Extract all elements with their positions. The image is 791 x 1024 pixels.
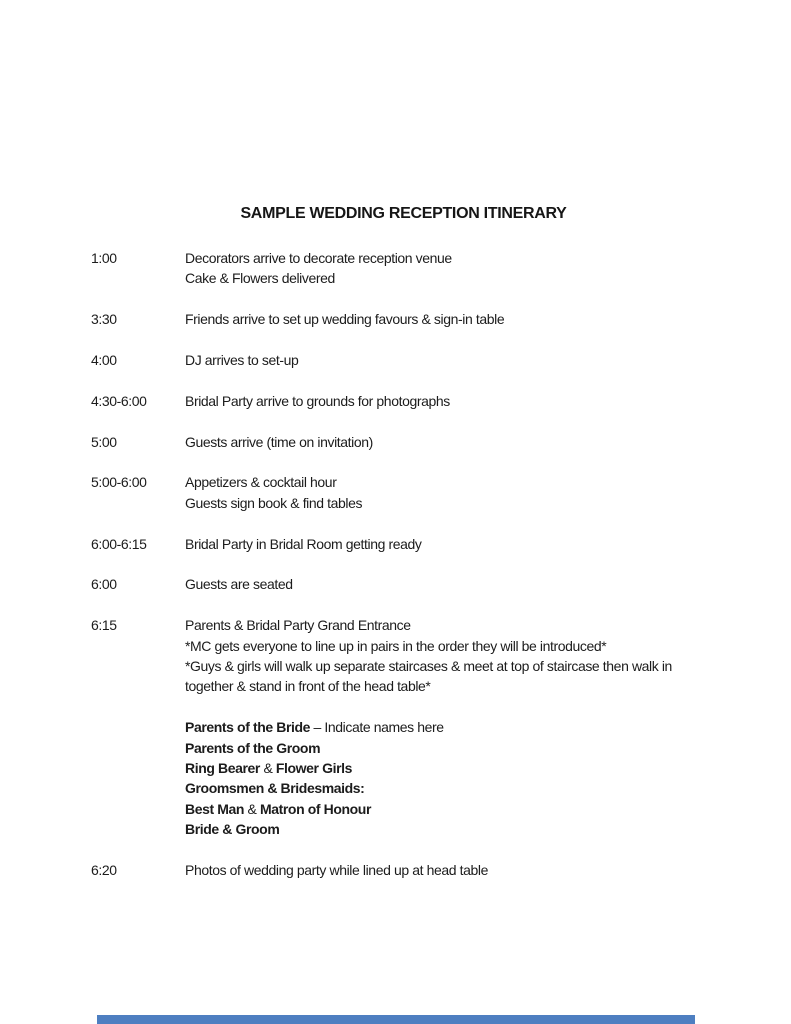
entry-line	[185, 778, 716, 798]
itinerary-entry	[91, 309, 716, 329]
entry-line	[185, 860, 716, 880]
entry-line	[185, 432, 716, 452]
entry-line	[185, 799, 716, 819]
entry-text: *Guys & girls will walk up separate staircases & meet at top of staircase then walk in	[185, 658, 672, 674]
entry-time: 5:00	[91, 433, 117, 450]
entry-text-bold: Bride & Groom	[185, 821, 280, 838]
entry-time: 6:00	[91, 576, 117, 593]
entry-line	[185, 656, 716, 676]
entry-description	[185, 615, 716, 697]
entry-text: Cake & Flowers delivered	[185, 270, 335, 287]
entry-line	[185, 676, 716, 696]
entry-time: 5:00-6:00	[91, 474, 147, 491]
entry-text-bold: Matron of Honour	[259, 800, 371, 817]
entry-text-bold: Parents of the Bride	[185, 719, 311, 736]
entry-description	[185, 860, 716, 880]
entry-text: Photos of wedding party while lined up at head table	[185, 862, 488, 879]
entry-text: Decorators arrive to decorate reception venue	[185, 250, 452, 266]
entry-description	[185, 432, 716, 452]
entry-text: *MC gets everyone to line up in pairs in the order they will be introduced*	[185, 637, 607, 654]
entry-description	[185, 350, 716, 370]
entry-time: 4:00	[91, 352, 117, 368]
document-title: SAMPLE WEDDING RECEPTION ITINERARY	[240, 205, 567, 222]
entry-text: Bridal Party in Bridal Room getting ready	[185, 535, 422, 552]
entry-description	[185, 534, 716, 554]
entry-line	[185, 758, 716, 778]
entry-line	[185, 738, 716, 758]
itinerary-entry	[91, 574, 716, 594]
entry-text: &	[259, 760, 276, 777]
entry-text-bold: Parents of the Groom	[185, 739, 321, 756]
itinerary-entry	[91, 432, 716, 452]
entry-line	[185, 493, 716, 513]
grand-entrance-lineup	[91, 717, 716, 839]
itinerary-entry	[91, 615, 716, 697]
itinerary-entry	[91, 860, 716, 880]
entry-line	[185, 248, 716, 268]
itinerary-entry	[91, 391, 716, 411]
viewer-scroll-indicator[interactable]	[97, 1015, 695, 1024]
entry-line	[185, 309, 716, 329]
entry-line	[185, 268, 716, 288]
entry-time: 1:00	[91, 250, 117, 266]
entry-line	[185, 391, 716, 411]
entry-time: 4:30-6:00	[91, 392, 147, 409]
entry-text: Appetizers & cocktail hour	[185, 474, 337, 491]
itinerary-entry	[91, 534, 716, 554]
entry-text: Parents & Bridal Party Grand Entrance	[185, 617, 411, 634]
entry-line	[185, 574, 716, 594]
entry-line	[185, 615, 716, 635]
entry-text-bold: Flower Girls	[275, 760, 353, 777]
entry-text: &	[244, 800, 260, 817]
entry-description	[185, 391, 716, 411]
entry-text: Guests are seated	[185, 576, 293, 593]
entry-description	[185, 248, 716, 289]
itinerary-entry	[91, 350, 716, 370]
entry-text-bold: Groomsmen & Bridesmaids:	[185, 780, 365, 797]
entry-text: together & stand in front of the head table*	[185, 678, 431, 695]
itinerary-entry	[91, 248, 716, 289]
itinerary-document	[91, 203, 716, 880]
entry-time: 6:00-6:15	[91, 535, 147, 552]
entry-text: Friends arrive to set up wedding favours & sign-in table	[185, 311, 505, 328]
entry-text: DJ arrives to set-up	[185, 352, 299, 368]
entry-time: 6:15	[91, 617, 117, 634]
entry-line	[185, 636, 716, 656]
entry-text: Guests sign book & find tables	[185, 494, 363, 511]
entry-description	[185, 574, 716, 594]
entry-text: Bridal Party arrive to grounds for photographs	[185, 392, 450, 409]
entry-line	[185, 350, 716, 370]
entry-description	[185, 717, 716, 839]
entry-line	[185, 819, 716, 839]
itinerary-entry	[91, 472, 716, 513]
entry-description	[185, 472, 716, 513]
entry-text-bold: Best Man	[185, 800, 245, 817]
entry-text-bold: Ring Bearer	[185, 760, 260, 777]
entry-time: 6:20	[91, 862, 117, 879]
entry-description	[185, 309, 716, 329]
entry-line	[185, 534, 716, 554]
entry-time: 3:30	[91, 311, 117, 328]
entry-text: – Indicate names here	[310, 719, 444, 736]
entry-line	[185, 472, 716, 492]
entry-line	[185, 717, 716, 737]
schedule-list	[91, 248, 716, 880]
entry-text: Guests arrive (time on invitation)	[185, 433, 373, 450]
